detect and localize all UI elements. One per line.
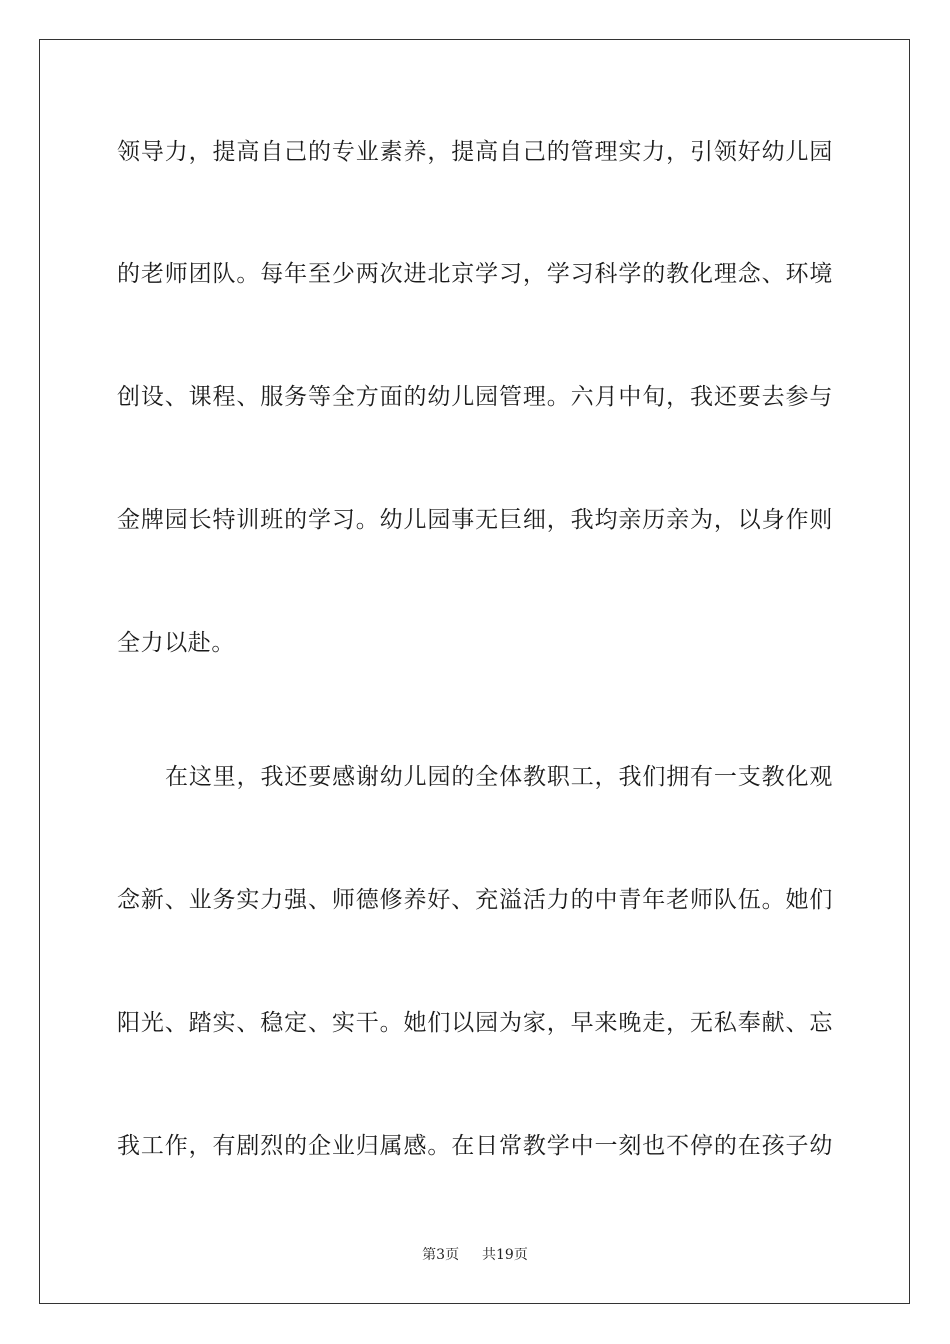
- page-frame: [39, 39, 910, 1304]
- text-line: 念新、业务实力强、师德修养好、充溢活力的中青年老师队伍。她们: [117, 887, 833, 913]
- text-line: 领导力，提高自己的专业素养，提高自己的管理实力，引领好幼儿园: [117, 139, 833, 165]
- text-line: 阳光、踏实、稳定、实干。她们以园为家，早来晚走，无私奉献、忘: [117, 1010, 833, 1036]
- page-number: 第3页: [422, 1247, 460, 1263]
- page-total: 共19页: [482, 1247, 528, 1263]
- text-line: 创设、课程、服务等全方面的幼儿园管理。六月中旬，我还要去参与: [117, 384, 833, 410]
- text-line: 全力以赴。: [117, 630, 235, 656]
- text-line: 金牌园长特训班的学习。幼儿园事无巨细，我均亲历亲为，以身作则: [117, 507, 833, 533]
- text-line: 我工作，有剧烈的企业归属感。在日常教学中一刻也不停的在孩子幼: [117, 1133, 833, 1159]
- page-footer: [0, 1246, 950, 1264]
- text-line: 在这里，我还要感谢幼儿园的全体教职工，我们拥有一支教化观: [165, 764, 833, 790]
- text-line: 的老师团队。每年至少两次进北京学习，学习科学的教化理念、环境: [117, 261, 833, 287]
